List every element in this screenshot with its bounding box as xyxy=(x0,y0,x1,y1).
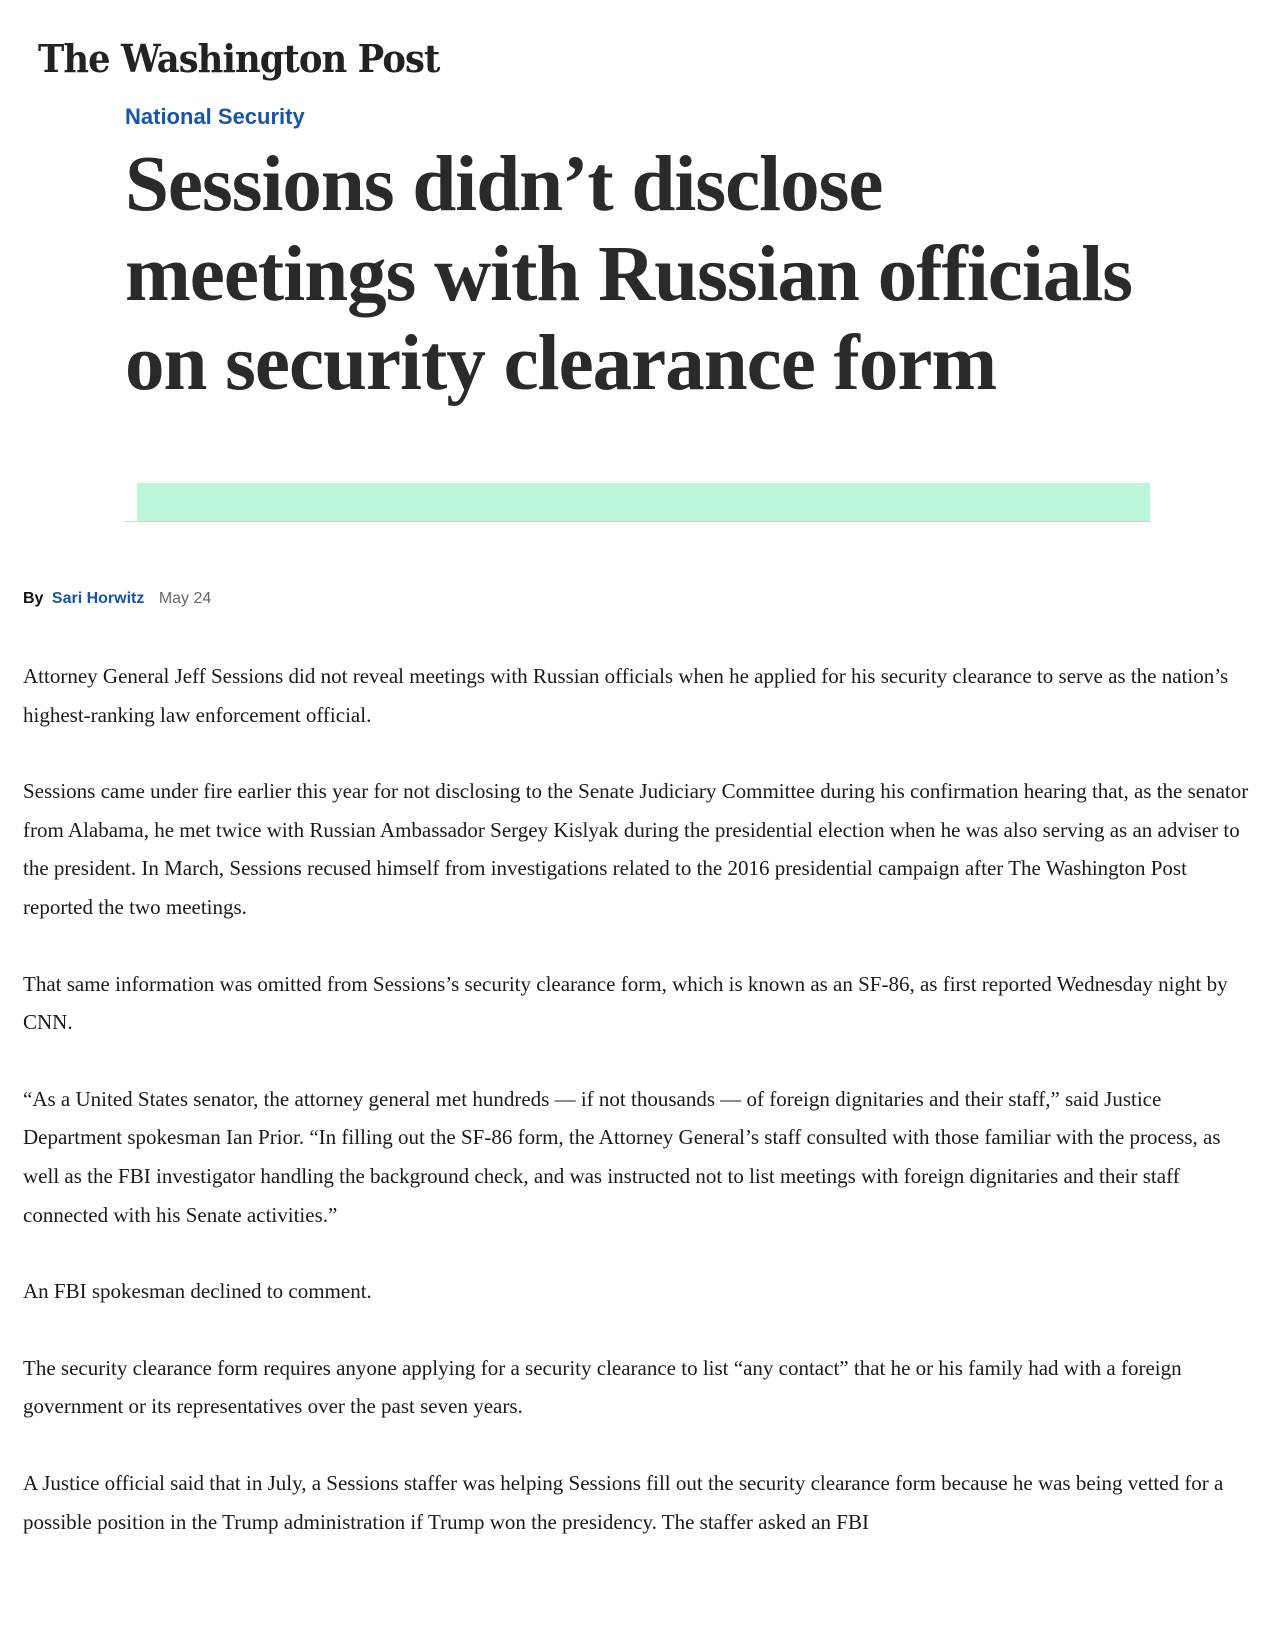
article-paragraph: Attorney General Jeff Sessions did not reveal meetings with Russian officials when he applied for his security clearance to serve as the nation’s highest-ranking law enforcement official. xyxy=(23,664,1229,727)
article-paragraph: A Justice official said that in July, a Sessions staffer was helping Sessions fill out the security clearance form because he was being vetted for a possible position in the Trump administration if Trump won the presidency. The staffer asked an FBI xyxy=(23,1470,1224,1534)
article-paragraph: Sessions came under fire earlier this year for not disclosing to the Senate Judiciary Committee during his confirmation hearing that, as the senator from Alabama, he met twice with Russian Ambassador Sergey Kislyak during the presidential election when he was also serving as an adviser to the president. In March, Sessions recused himself from investigations related to the 2016 presidential campaign after The Washington Post reported the two meetings. xyxy=(23,779,1249,919)
headline-highlight-bar xyxy=(137,483,1150,522)
article-paragraph: The security clearance form requires anyone applying for a security clearance to list “any contact” that he or his family had with a foreign government or its representatives over the past seven years. xyxy=(23,1355,1182,1419)
byline-prefix: By xyxy=(23,590,44,607)
headline-divider xyxy=(125,521,1151,522)
article-paragraph: “As a United States senator, the attorney general met hundreds — if not thousands — of foreign dignitaries and their staff,” said Justice Department spokesman Ian Prior. “In filling out the SF-86 form, the Attorney General’s staff consulted with those familiar with the process, as well as the FBI investigator handling the background check, and was instructed not to list meetings with foreign dignitaries and their staff connected with his Senate activities.” xyxy=(23,1086,1221,1227)
article-headline: Sessions didn’t disclose meetings with Russian officials on security clearance form xyxy=(125,141,1132,407)
article-paragraph: That same information was omitted from Sessions’s security clearance form, which is known as an SF-86, as first reported Wednesday night by CNN. xyxy=(23,971,1228,1035)
washington-post-logo[interactable]: The Washington Post xyxy=(38,36,440,81)
article-paragraph: An FBI spokesman declined to comment. xyxy=(23,1279,372,1304)
section-label-link[interactable]: National Security xyxy=(125,104,305,129)
author-link[interactable]: Sari Horwitz xyxy=(51,590,145,607)
article-body xyxy=(23,657,1255,1579)
publish-date: May 24 xyxy=(158,590,212,607)
byline xyxy=(23,590,211,608)
